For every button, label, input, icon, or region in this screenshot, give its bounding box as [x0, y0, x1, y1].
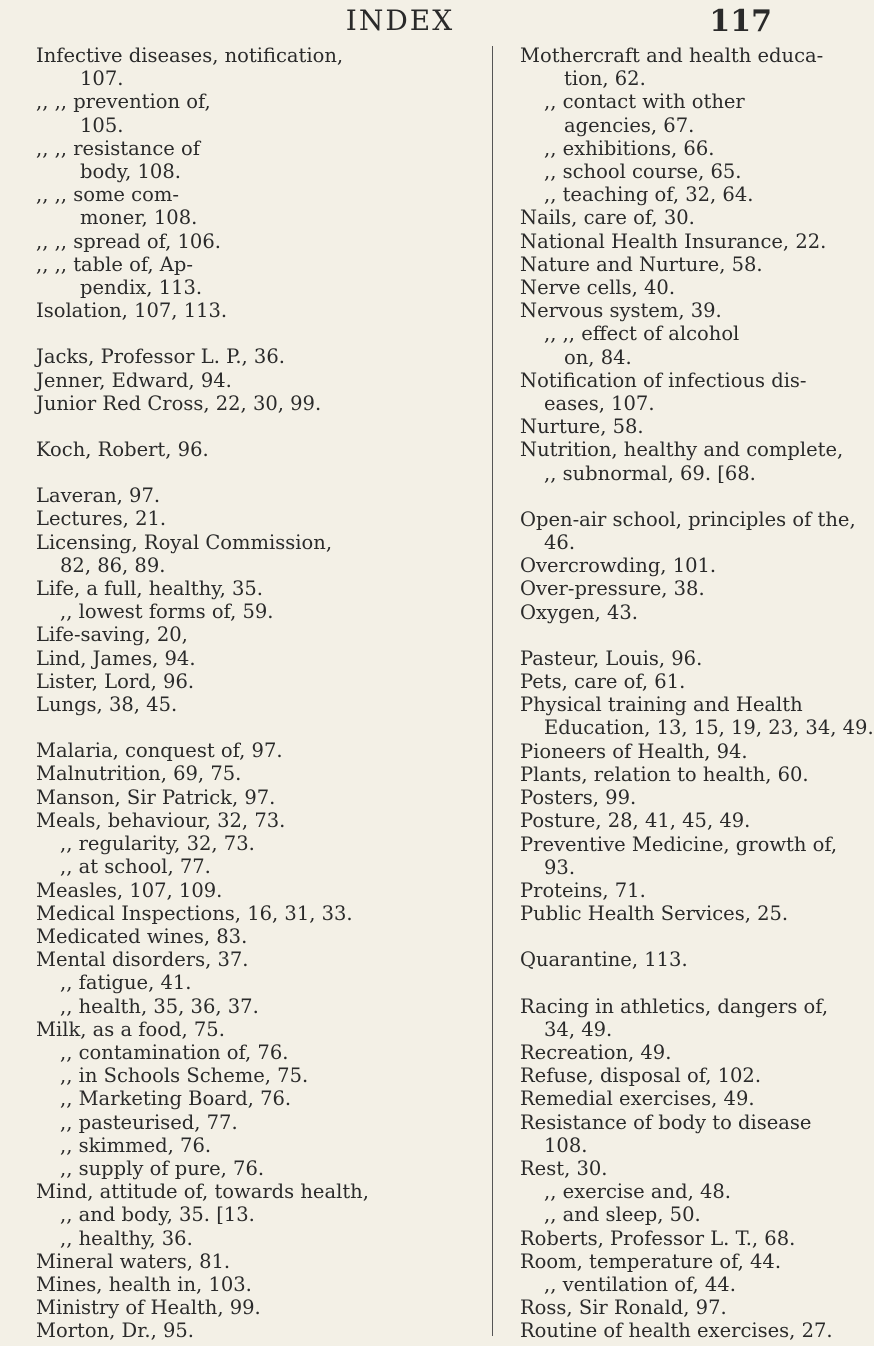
- index-entry: Medicated wines, 83.: [36, 924, 248, 948]
- index-entry: moner, 108.: [80, 206, 198, 230]
- index-entry: agencies, 67.: [564, 113, 695, 137]
- index-entry: Manson, Sir Patrick, 97.: [36, 785, 276, 809]
- index-entry: Mines, health in, 103.: [36, 1272, 252, 1296]
- index-entry: ,, skimmed, 76.: [60, 1133, 212, 1157]
- entry-gap: [36, 716, 476, 739]
- index-entry: Jenner, Edward, 94.: [36, 368, 232, 392]
- index-entry: ,, regularity, 32, 73.: [60, 832, 255, 856]
- index-entry: Mind, attitude of, towards health,: [36, 1180, 369, 1204]
- index-entry: 105.: [80, 113, 124, 137]
- index-entry: Nerve cells, 40.: [520, 276, 676, 300]
- index-entry: Lind, James, 94.: [36, 646, 196, 670]
- index-entry: ,, and body, 35. [13.: [60, 1203, 255, 1227]
- index-entry: Pets, care of, 61.: [520, 670, 686, 694]
- index-entry: ,, supply of pure, 76.: [60, 1156, 265, 1180]
- index-entry: Room, temperature of, 44.: [520, 1249, 782, 1273]
- index-entry: Meals, behaviour, 32, 73.: [36, 808, 286, 832]
- index-entry: Nutrition, healthy and complete,: [520, 438, 844, 462]
- index-entry: 46.: [544, 531, 576, 555]
- entry-gap: [520, 925, 790, 948]
- index-entry: Recreation, 49.: [520, 1040, 672, 1064]
- index-entry: ,, in Schools Scheme, 75.: [60, 1064, 309, 1088]
- index-entry: Nurture, 58.: [520, 415, 644, 439]
- index-entry: tion, 62.: [564, 67, 646, 91]
- index-entry: Lectures, 21.: [36, 507, 167, 531]
- index-entry: Public Health Services, 25.: [520, 902, 789, 926]
- index-entry: Malnutrition, 69, 75.: [36, 762, 242, 786]
- index-entry: ,, ventilation of, 44.: [544, 1272, 736, 1296]
- index-entry: Ross, Sir Ronald, 97.: [520, 1296, 727, 1320]
- index-entry: Quarantine, 113.: [520, 948, 688, 972]
- index-entry: Nails, care of, 30.: [520, 206, 695, 230]
- entry-gap: [520, 485, 790, 508]
- index-entry: Mothercraft and health educa-: [520, 44, 824, 67]
- index-entry: ,, school course, 65.: [544, 160, 742, 184]
- index-entry: ,, ,, effect of alcohol: [544, 322, 740, 346]
- index-entry: ,, ,, prevention of,: [36, 90, 211, 114]
- index-entry: Posture, 28, 41, 45, 49.: [520, 809, 751, 833]
- index-entry: Resistance of body to disease: [520, 1110, 812, 1134]
- index-entry: Lister, Lord, 96.: [36, 669, 195, 693]
- index-entry: Mental disorders, 37.: [36, 948, 249, 972]
- index-entry: pendix, 113.: [80, 276, 203, 300]
- index-entry: Morton, Dr., 95.: [36, 1319, 194, 1343]
- index-entry: Mineral waters, 81.: [36, 1249, 231, 1273]
- index-entry: Life-saving, 20,: [36, 623, 188, 647]
- index-entry: ,, teaching of, 32, 64.: [544, 183, 754, 207]
- index-entry: National Health Insurance, 22.: [520, 229, 827, 253]
- index-entry: ,, ,, resistance of: [36, 136, 200, 160]
- entry-gap: [520, 624, 790, 647]
- index-entry: ,, and sleep, 50.: [544, 1203, 701, 1227]
- index-entry: Measles, 107, 109.: [36, 878, 223, 902]
- index-entry: Rest, 30.: [520, 1156, 608, 1180]
- index-entry: Isolation, 107, 113.: [36, 299, 228, 323]
- entry-gap: [520, 972, 790, 995]
- page-header: [0, 4, 800, 44]
- index-entry: Nervous system, 39.: [520, 299, 722, 323]
- index-entry: Milk, as a food, 75.: [36, 1017, 225, 1041]
- index-entry: ,, contamination of, 76.: [60, 1040, 289, 1064]
- index-entry: Posters, 99.: [520, 786, 637, 810]
- index-entry: ,, exercise and, 48.: [544, 1180, 731, 1204]
- index-entry: ,, ,, spread of, 106.: [36, 229, 221, 253]
- index-entry: ,, lowest forms of, 59.: [60, 600, 274, 624]
- index-entry: Racing in athletics, dangers of,: [520, 994, 829, 1018]
- index-entry: Preventive Medicine, growth of,: [520, 832, 838, 856]
- index-entry: Proteins, 71.: [520, 878, 646, 902]
- index-entry: Roberts, Professor L. T., 68.: [520, 1226, 796, 1250]
- index-entry: Plants, relation to health, 60.: [520, 762, 809, 786]
- index-entry: 93.: [544, 855, 576, 879]
- index-entry: eases, 107.: [544, 392, 655, 416]
- entry-gap: [36, 461, 476, 484]
- page-number: 117: [709, 4, 772, 39]
- index-entry: ,, at school, 77.: [60, 855, 211, 879]
- index-entry: Pasteur, Louis, 96.: [520, 646, 703, 670]
- index-entry: ,, ,, some com-: [36, 183, 179, 207]
- index-entry: Junior Red Cross, 22, 30, 99.: [36, 391, 322, 415]
- index-entry: Over-pressure, 38.: [520, 577, 705, 601]
- index-entry: Lungs, 38, 45.: [36, 693, 178, 717]
- page-title: INDEX: [345, 4, 455, 37]
- index-entry: Ministry of Health, 99.: [36, 1296, 261, 1320]
- index-entry: 107.: [80, 67, 124, 91]
- column-divider: [492, 46, 493, 1336]
- entry-gap: [36, 415, 476, 438]
- index-entry: Notification of infectious dis-: [520, 368, 807, 392]
- index-entry: on, 84.: [564, 345, 632, 369]
- index-entry: Medical Inspections, 16, 31, 33.: [36, 901, 353, 925]
- index-entry: Remedial exercises, 49.: [520, 1087, 755, 1111]
- index-entry: 108.: [544, 1133, 588, 1157]
- index-entry: Infective diseases, notification,: [36, 44, 344, 67]
- entry-gap: [36, 322, 476, 345]
- index-entry: ,, Marketing Board, 76.: [60, 1087, 292, 1111]
- index-entry: Licensing, Royal Commission,: [36, 530, 333, 554]
- index-entry: ,, fatigue, 41.: [60, 971, 192, 995]
- index-entry: Pioneers of Health, 94.: [520, 739, 748, 763]
- index-entry: Oxygen, 43.: [520, 600, 638, 624]
- index-column-right: [520, 44, 874, 1343]
- index-entry: Open-air school, principles of the,: [520, 507, 856, 531]
- index-entry: ,, subnormal, 69. [68.: [544, 461, 756, 485]
- index-entry: Malaria, conquest of, 97.: [36, 739, 283, 763]
- index-entry: ,, health, 35, 36, 37.: [60, 994, 259, 1018]
- index-entry: ,, contact with other: [544, 90, 745, 114]
- index-entry: Physical training and Health: [520, 693, 803, 717]
- index-entry: Nature and Nurture, 58.: [520, 252, 763, 276]
- index-column-left: [36, 44, 476, 1343]
- index-entry: ,, ,, table of, Ap-: [36, 252, 193, 276]
- index-entry: Education, 13, 15, 19, 23, 34, 49.: [544, 716, 874, 740]
- index-entry: 82, 86, 89.: [60, 553, 166, 577]
- index-entry: ,, exhibitions, 66.: [544, 136, 715, 160]
- index-entry: ,, pasteurised, 77.: [60, 1110, 238, 1134]
- index-entry: Jacks, Professor L. P., 36.: [36, 345, 285, 369]
- index-entry: Routine of health exercises, 27.: [520, 1319, 833, 1343]
- index-entry: Overcrowding, 101.: [520, 554, 717, 578]
- index-entry: Laveran, 97.: [36, 484, 161, 508]
- index-entry: Life, a full, healthy, 35.: [36, 577, 264, 601]
- index-entry: 34, 49.: [544, 1017, 613, 1041]
- index-entry: body, 108.: [80, 160, 181, 184]
- index-entry: Refuse, disposal of, 102.: [520, 1064, 762, 1088]
- index-entry: Koch, Robert, 96.: [36, 438, 209, 462]
- index-entry: ,, healthy, 36.: [60, 1226, 193, 1250]
